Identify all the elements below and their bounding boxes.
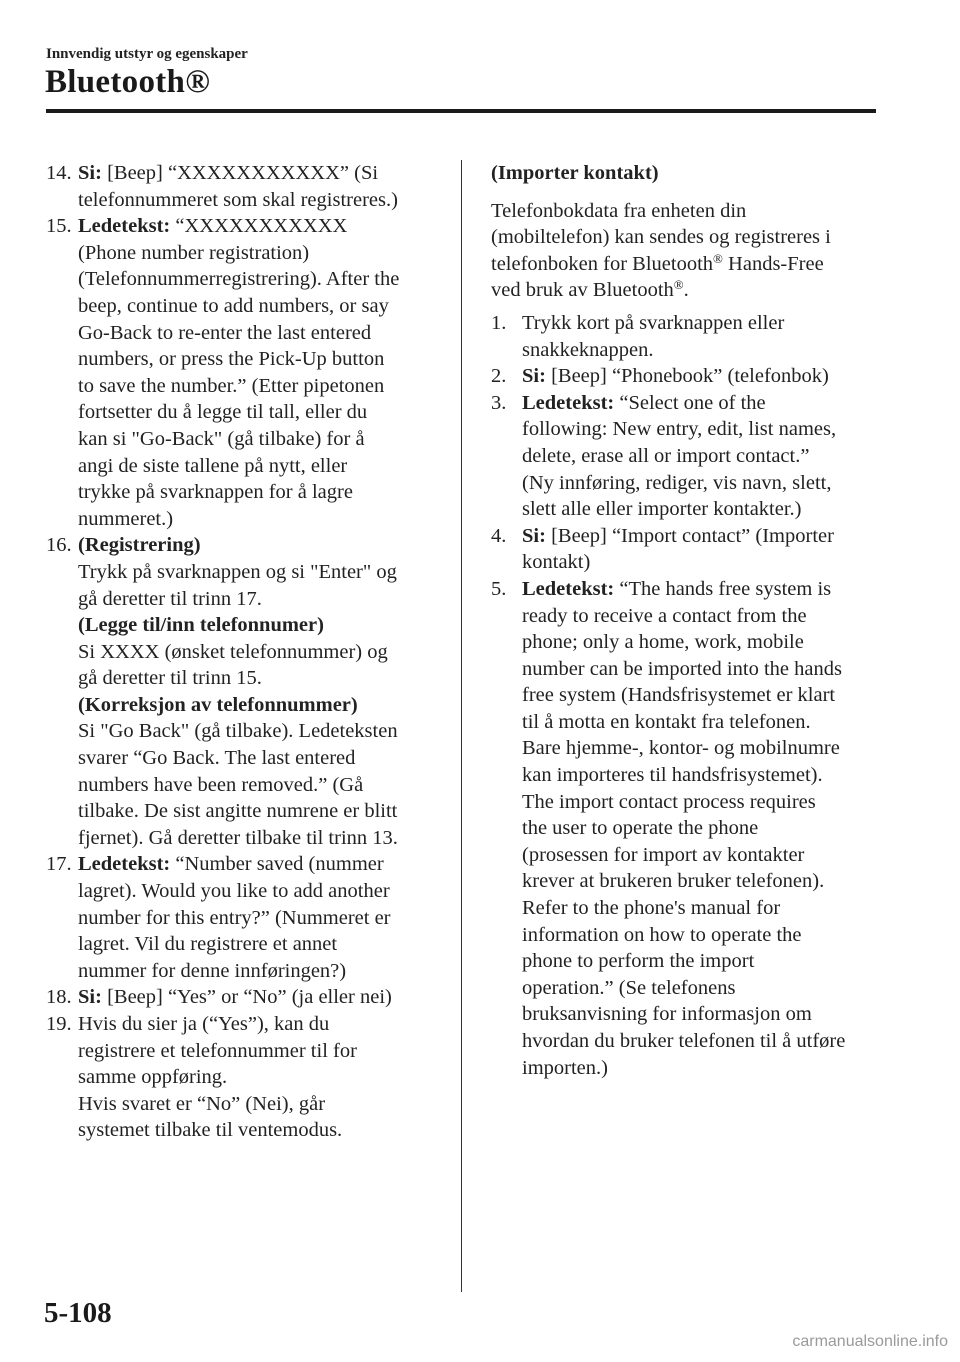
list-item bbox=[491, 390, 891, 523]
item-line: Refer to the phone's manual for bbox=[522, 897, 781, 920]
item-subheading: (Registrering) bbox=[78, 534, 201, 557]
item-label: Si: bbox=[78, 986, 102, 1009]
item-line: nummer for denne innføringen?) bbox=[78, 959, 347, 982]
left-column bbox=[46, 160, 446, 1144]
item-line: fortsetter du å legge til tall, eller du bbox=[78, 401, 368, 424]
item-line: bruksanvisning for informasjon om bbox=[522, 1003, 812, 1026]
intro-line: Telefonbokdata fra enheten din bbox=[491, 199, 747, 222]
item-line: kan importeres til handsfrisystemet). bbox=[522, 764, 823, 787]
item-label: Ledetekst: bbox=[78, 853, 171, 876]
list-item bbox=[46, 984, 446, 1011]
watermark[interactable]: carmanualsonline.info bbox=[792, 1333, 948, 1350]
item-line: lagret). Would you like to add another bbox=[78, 880, 390, 903]
item-line: Si: [Beep] “Phonebook” (telefonbok) bbox=[522, 365, 829, 388]
import-steps bbox=[491, 310, 891, 1081]
item-line: (Telefonnummerregistrering). After the bbox=[78, 268, 400, 291]
item-number: 18. bbox=[46, 986, 72, 1009]
page-title: Bluetooth® bbox=[45, 64, 211, 100]
column-divider bbox=[461, 160, 462, 1292]
registered-mark: ® bbox=[673, 277, 684, 293]
list-item bbox=[491, 523, 891, 576]
item-line: number for this entry?” (Nummeret er bbox=[78, 906, 391, 929]
item-line: Ledetekst: “The hands free system is bbox=[522, 577, 832, 600]
item-line: following: New entry, edit, list names, bbox=[522, 418, 837, 441]
item-number: 15. bbox=[46, 215, 72, 238]
item-line: til å motta en kontakt fra telefonen. bbox=[522, 710, 811, 733]
item-line: snakkeknappen. bbox=[522, 338, 654, 361]
intro-line: telefonboken for Bluetooth® Hands-Free bbox=[491, 250, 824, 275]
item-line: delete, erase all or import contact.” bbox=[522, 444, 810, 467]
item-label: Si: bbox=[522, 365, 546, 388]
item-number: 17. bbox=[46, 853, 72, 876]
item-line: lagret. Vil du registrere et annet bbox=[78, 933, 338, 956]
intro-line: (mobiltelefon) kan sendes og registreres i bbox=[491, 226, 831, 249]
item-label: Ledetekst: bbox=[78, 215, 171, 238]
list-item bbox=[46, 532, 446, 851]
item-line: Ledetekst: “XXXXXXXXXXX bbox=[78, 215, 348, 238]
item-line: angi de siste tallene på nytt, eller bbox=[78, 454, 348, 477]
item-number: 14. bbox=[46, 162, 72, 184]
item-label: Si: bbox=[78, 162, 102, 184]
item-line: Ledetekst: “Select one of the bbox=[522, 391, 766, 414]
item-line: kan si "Go-Back" (gå tilbake) for å bbox=[78, 427, 365, 450]
item-line: Si "Go Back" (gå tilbake). Ledeteksten bbox=[78, 720, 398, 743]
item-number: 4. bbox=[491, 524, 507, 547]
list-item bbox=[491, 310, 891, 363]
item-line: number can be imported into the hands bbox=[522, 657, 842, 680]
right-column bbox=[491, 160, 891, 1081]
item-line: gå deretter til trinn 17. bbox=[78, 587, 262, 610]
item-line: slett alle eller importer kontakter.) bbox=[522, 498, 802, 521]
item-line: ready to receive a contact from the bbox=[522, 604, 807, 627]
item-line: the user to operate the phone bbox=[522, 817, 759, 840]
item-line: (Ny innføring, rediger, vis navn, slett, bbox=[522, 471, 832, 494]
item-line: Si: [Beep] “XXXXXXXXXXX” (Si bbox=[78, 162, 379, 184]
item-line: Si: [Beep] “Yes” or “No” (ja eller nei) bbox=[78, 986, 392, 1009]
item-line: Si XXXX (ønsket telefonnummer) og bbox=[78, 640, 388, 663]
item-line: Go-Back to re-enter the last entered bbox=[78, 321, 372, 344]
item-number: 2. bbox=[491, 365, 507, 388]
item-subheading: (Korreksjon av telefonnummer) bbox=[78, 693, 358, 716]
header-rule bbox=[46, 109, 876, 113]
item-line: The import contact process requires bbox=[522, 790, 816, 813]
item-line: tilbake. De sist angitte numrene er blitt bbox=[78, 800, 398, 823]
item-line: gå deretter til trinn 15. bbox=[78, 667, 262, 690]
item-line: numbers have been removed.” (Gå bbox=[78, 773, 364, 796]
intro-line: ved bruk av Bluetooth®. bbox=[491, 277, 689, 302]
item-line: fjernet). Gå deretter tilbake til trinn 13. bbox=[78, 826, 398, 849]
item-number: 1. bbox=[491, 311, 507, 334]
list-item bbox=[46, 160, 446, 213]
item-number: 3. bbox=[491, 391, 507, 414]
item-line: free system (Handsfrisystemet er klart bbox=[522, 684, 836, 707]
item-line: Ledetekst: “Number saved (nummer bbox=[78, 853, 384, 876]
item-line: Bare hjemme-, kontor- og mobilnumre bbox=[522, 737, 840, 760]
item-line: (prosessen for import av kontakter bbox=[522, 843, 805, 866]
item-line: registrere et telefonnummer til for bbox=[78, 1039, 357, 1062]
list-item bbox=[46, 1011, 446, 1144]
item-line: Si: [Beep] “Import contact” (Importer bbox=[522, 524, 834, 547]
item-line: phone to perform the import bbox=[522, 950, 755, 973]
item-number: 19. bbox=[46, 1013, 72, 1035]
item-line: beep, continue to add numbers, or say bbox=[78, 294, 389, 317]
item-line: systemet tilbake til ventemodus. bbox=[78, 1119, 343, 1142]
item-line: (Phone number registration) bbox=[78, 241, 310, 264]
item-line: krever at brukeren bruker telefonen). bbox=[522, 870, 825, 893]
item-line: Hvis du sier ja (“Yes”), kan du bbox=[78, 1013, 330, 1035]
registered-mark: ® bbox=[713, 250, 723, 266]
list-item bbox=[491, 363, 891, 390]
section-heading-import-contact: (Importer kontakt) bbox=[491, 162, 659, 184]
item-line: samme oppføring. bbox=[78, 1066, 228, 1089]
item-label: Ledetekst: bbox=[522, 391, 615, 414]
item-line: importen.) bbox=[522, 1056, 608, 1079]
item-number: 16. bbox=[46, 534, 72, 557]
item-line: numbers, or press the Pick-Up button bbox=[78, 348, 385, 371]
item-line: Trykk på svarknappen og si "Enter" og bbox=[78, 560, 397, 583]
item-label: Ledetekst: bbox=[522, 577, 615, 600]
page-number: 5-108 bbox=[44, 1297, 112, 1329]
section-kicker: Innvendig utstyr og egenskaper bbox=[46, 46, 248, 62]
item-line: svarer “Go Back. The last entered bbox=[78, 747, 356, 770]
item-line: Trykk kort på svarknappen eller bbox=[522, 311, 785, 334]
item-number: 5. bbox=[491, 577, 507, 600]
item-line: to save the number.” (Etter pipetonen bbox=[78, 374, 385, 397]
item-line: Hvis svaret er “No” (Nei), går bbox=[78, 1092, 326, 1115]
item-line: hvordan du bruker telefonen til å utføre bbox=[522, 1030, 846, 1052]
item-line: kontakt) bbox=[522, 551, 591, 574]
item-label: Si: bbox=[522, 524, 546, 547]
item-line: trykke på svarknappen for å lagre bbox=[78, 481, 353, 504]
item-line: operation.” (Se telefonens bbox=[522, 976, 736, 999]
item-line: information on how to operate the bbox=[522, 923, 802, 946]
item-line: phone; only a home, work, mobile bbox=[522, 631, 804, 654]
item-subheading: (Legge til/inn telefonnumer) bbox=[78, 614, 324, 637]
list-item bbox=[46, 213, 446, 532]
item-line: telefonnummeret som skal registreres.) bbox=[78, 188, 398, 211]
intro-paragraph bbox=[491, 198, 891, 304]
list-item bbox=[491, 576, 891, 1081]
list-item bbox=[46, 851, 446, 984]
item-line: nummeret.) bbox=[78, 507, 174, 530]
